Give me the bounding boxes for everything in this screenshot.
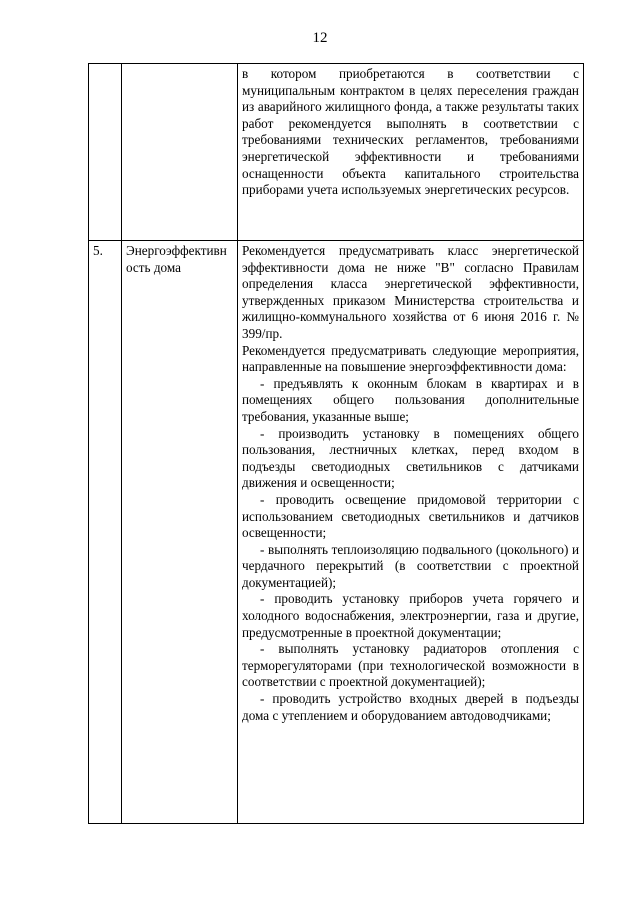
requirements-table — [88, 63, 584, 824]
page-number: 12 — [312, 30, 328, 46]
row-number-cell: 5. — [89, 241, 122, 824]
bullet-paragraph: - выполнять теплоизоляцию подвального (цокольного) и чердачного перекрытий (в соответствии с проектной документацией); — [242, 541, 579, 590]
bullet-paragraph: - проводить освещение придомовой территории с использованием светодиодных светильников и датчиков освещенности; — [242, 491, 579, 541]
row-text-cell — [238, 241, 584, 824]
paragraph: в котором приобретаются в соответствии с муниципальным контрактом в целях переселения граждан из аварийного жилищного фонда, а также результаты таких работ рекомендуется выполнять в соответствии с требованиями технических регламентов, требованиями энергетической эффективности и требованиями оснащенности объекта капитального строительства приборами учета используемых энергетических ресурсов. — [242, 66, 579, 198]
row-text-cell — [238, 64, 584, 241]
bullet-paragraph: - предъявлять к оконным блокам в квартирах и в помещениях общего пользования дополнительные требования, указанные выше; — [242, 375, 579, 424]
bullet-paragraph: - производить установку в помещениях общего пользования, лестничных клетках, перед входом в подъезды светодиодных светильников с датчиками движения и освещенности; — [242, 425, 579, 491]
paragraph: Рекомендуется предусматривать класс энергетической эффективности дома не ниже "В" согласно Правилам определения класса энергетической эффективности, утвержденных приказом Министерства строительства и жилищно-коммунального хозяйства от 6 июня 2016 г. № 399/пр. — [242, 243, 579, 341]
table-row — [89, 64, 584, 241]
bullet-paragraph: - проводить устройство входных дверей в подъезды дома с утеплением и оборудованием автодоводчиками; — [242, 691, 579, 723]
paragraph: Рекомендуется предусматривать следующие мероприятия, направленные на повышение энергоэффективности дома: — [242, 342, 579, 375]
row-number-cell — [89, 64, 122, 241]
bullet-paragraph: - проводить установку приборов учета горячего и холодного водоснабжения, электроэнергии, газа и другие, предусмотренные в проектной документации; — [242, 591, 579, 640]
bullet-paragraph: - выполнять установку радиаторов отопления с терморегуляторами (при технологической возможности в соответствии с проектной документацией); — [242, 641, 579, 690]
table-row — [89, 241, 584, 824]
row-name-cell — [122, 64, 238, 241]
row-name-cell: Энергоэффективность дома — [122, 241, 238, 824]
